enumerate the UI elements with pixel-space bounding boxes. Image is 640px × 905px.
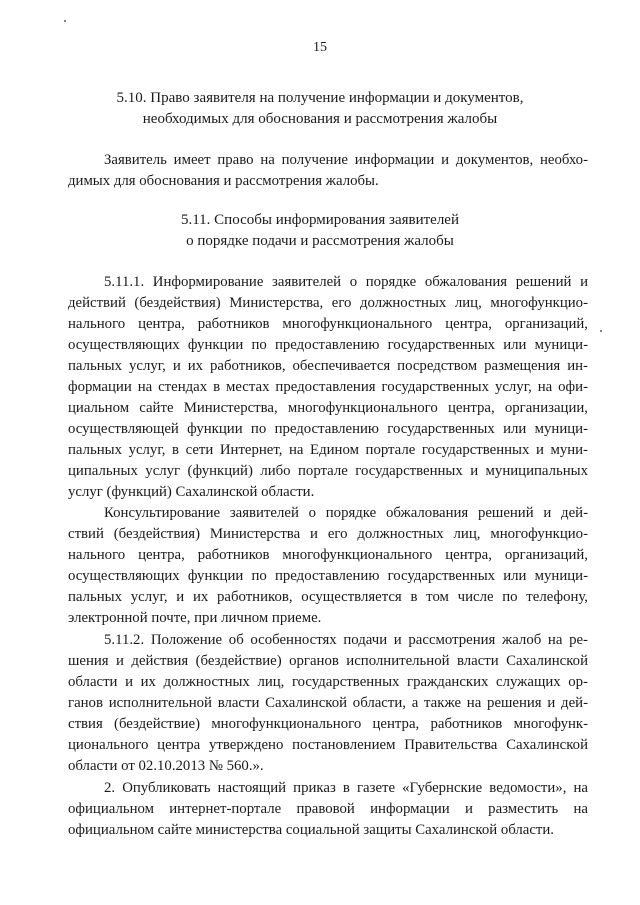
paragraph-line: пальных услуг, в сети Интернет, на Едином портале государственных и муни- bbox=[68, 442, 588, 458]
paragraph-line: осуществляющих функции по предоставлению государственных или муници- bbox=[68, 568, 588, 584]
paragraph-line: Заявитель имеет право на получение информации и документов, необхо- bbox=[104, 152, 588, 168]
paragraph-line: области и их должностных лиц, государственных гражданских служащих ор- bbox=[68, 674, 588, 690]
paragraph-line: 2. Опубликовать настоящий приказ в газете «Губернские ведомости», на bbox=[104, 780, 588, 796]
paragraph-line: пальных услуг, и их работников, осуществляется в том числе по телефону, bbox=[68, 589, 588, 605]
paragraph-line: официальном интернет-портале правовой информации и разместить на bbox=[68, 801, 588, 817]
section-heading-5-10 bbox=[60, 88, 580, 130]
paragraph-line: области от 02.10.2013 № 560.». bbox=[68, 758, 264, 774]
scan-speck bbox=[600, 330, 602, 332]
heading-line: о порядке подачи и рассмотрения жалобы bbox=[186, 233, 454, 249]
paragraph-line: ципальных услуг (функций) либо портале государственных и муниципальных bbox=[68, 463, 588, 479]
paragraph-line: ствий (бездействия) Министерства и его должностных лиц, многофункцио- bbox=[68, 526, 588, 542]
paragraph-line: осуществляющей функции по предоставлению государственных или муници- bbox=[68, 421, 588, 437]
paragraph-line: 5.11.1. Информирование заявителей о порядке обжалования решений и bbox=[104, 274, 588, 290]
paragraph-line: ционального центра утверждено постановлением Правительства Сахалинской bbox=[68, 737, 588, 753]
paragraph-line: услуг (функций) Сахалинской области. bbox=[68, 484, 315, 500]
paragraph-line: нального центра, работников многофункционального центра, организаций, bbox=[68, 547, 588, 563]
paragraph-line: формации на стендах в местах предоставления государственных услуг, на офи- bbox=[68, 379, 588, 395]
paragraph-line: димых для обоснования и рассмотрения жалобы. bbox=[68, 173, 379, 189]
heading-line: 5.11. Способы информирования заявителей bbox=[180, 212, 459, 228]
paragraph-line: ганов исполнительной власти Сахалинской области, а также на решения и дей- bbox=[68, 695, 588, 711]
heading-line: 5.10. Право заявителя на получение информации и документов, bbox=[116, 90, 524, 106]
paragraph-line: ствия (бездействие) многофункционального центра, работников многофунк- bbox=[68, 716, 588, 732]
paragraph-line: пальных услуг, и их работников, обеспечивается посредством размещения ин- bbox=[68, 358, 588, 374]
paragraph-line: Консультирование заявителей о порядке обжалования решений и дей- bbox=[104, 505, 588, 521]
paragraph-line: циальном сайте Министерства, многофункционального центра, организации, bbox=[68, 400, 588, 416]
paragraph-line: шения и действия (бездействие) органов исполнительной власти Сахалинской bbox=[68, 653, 588, 669]
paragraph-line: нального центра, работников многофункционального центра, организаций, bbox=[68, 316, 588, 332]
paragraph-line: осуществляющих функции по предоставлению государственных или муници- bbox=[68, 337, 588, 353]
scan-speck bbox=[64, 20, 66, 22]
paragraph-line: действий (бездействия) Министерства, его должностных лиц, многофункцио- bbox=[68, 295, 588, 311]
page-number: 15 bbox=[313, 40, 327, 55]
section-heading-5-11 bbox=[60, 210, 580, 252]
paragraph-line: 5.11.2. Положение об особенностях подачи и рассмотрения жалоб на ре- bbox=[104, 632, 588, 648]
paragraph-line: электронной почте, при личном приеме. bbox=[68, 610, 322, 626]
paragraph-line: официальном сайте министерства социальной защиты Сахалинской области. bbox=[68, 822, 554, 838]
heading-line: необходимых для обоснования и рассмотрения жалобы bbox=[142, 111, 498, 127]
